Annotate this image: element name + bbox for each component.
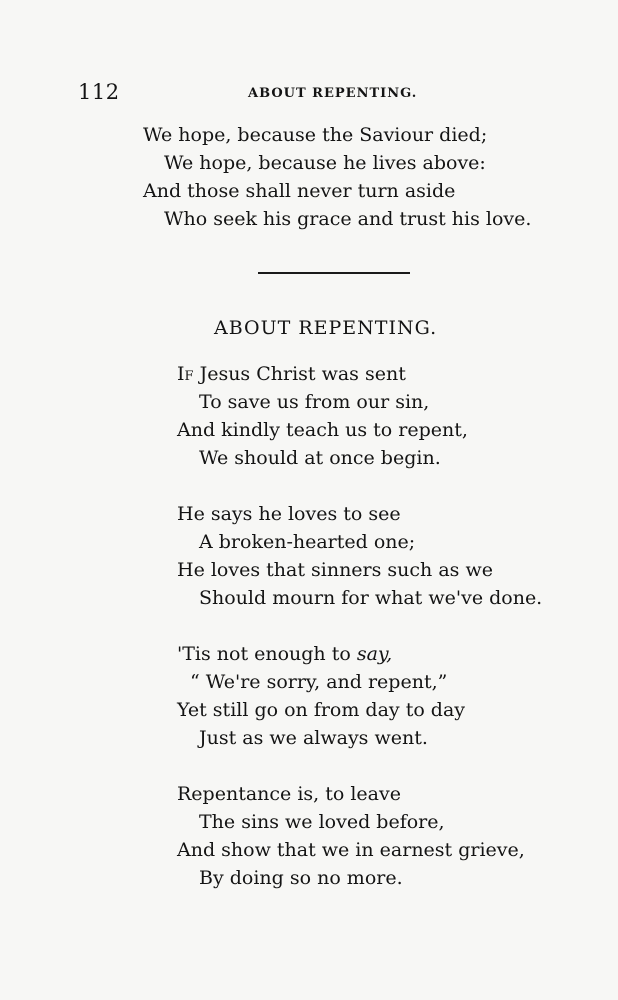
poem-line: We should at once begin. — [199, 447, 441, 469]
poem-line: Yet still go on from day to day — [177, 699, 466, 721]
poem-line: “ We're sorry, and repent,” — [190, 671, 448, 693]
poem-line — [177, 645, 392, 664]
poem-line: By doing so no more. — [199, 867, 403, 889]
poem-line-text: Jesus Christ was sent — [199, 363, 406, 385]
previous-poem-line: Who seek his grace and trust his love. — [164, 208, 532, 230]
poem-line: Repentance is, to leave — [177, 783, 401, 805]
page-number: 112 — [78, 80, 120, 104]
previous-poem-line: And those shall never turn aside — [143, 180, 456, 202]
poem-line — [177, 365, 406, 384]
poem-title: ABOUT REPENTING. — [214, 317, 438, 339]
poem-line: Just as we always went. — [199, 727, 428, 749]
running-head: ABOUT REPENTING. — [248, 86, 418, 101]
poem-line: The sins we loved before, — [199, 811, 445, 833]
poem-line: He loves that sinners such as we — [177, 559, 493, 581]
section-divider-rule — [258, 272, 410, 274]
poem-line: A broken-hearted one; — [199, 531, 416, 553]
poem-line: Should mourn for what we've done. — [199, 587, 543, 609]
previous-poem-line: We hope, because the Saviour died; — [143, 124, 488, 146]
poem-line-text: 'Tis not enough to — [177, 643, 357, 665]
previous-poem-line: We hope, because he lives above: — [164, 152, 486, 174]
poem-line: He says he loves to see — [177, 503, 401, 525]
poem-line: And kindly teach us to repent, — [177, 419, 468, 441]
poem-line: And show that we in earnest grieve, — [177, 839, 525, 861]
poem-line: To save us from our sin, — [199, 391, 430, 413]
emphasized-word: say, — [356, 643, 393, 665]
drop-word: If — [177, 363, 194, 385]
